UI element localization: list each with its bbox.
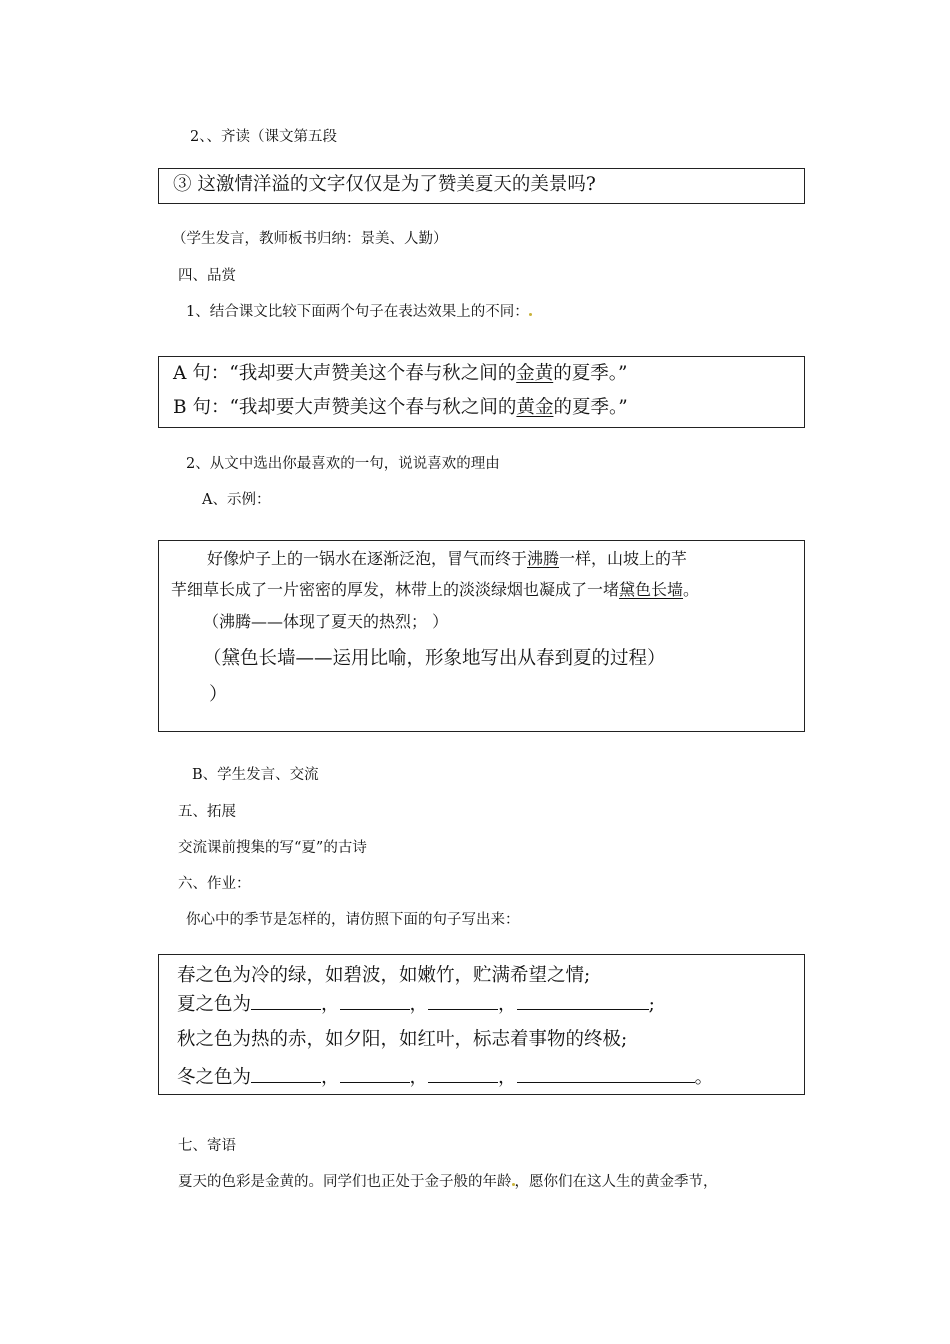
example-note3: ） [209, 684, 228, 705]
example-line2 [171, 580, 699, 600]
sentence-a [173, 364, 627, 384]
sentence-b-suffix: 的夏季。” [553, 397, 628, 418]
sentence-b [173, 398, 628, 418]
hw-comma: ， [321, 994, 340, 1015]
example-box [158, 540, 805, 732]
section2-read: 2、、齐读（课文第五段 [190, 129, 337, 145]
question3-text: ③ 这激情洋溢的文字仅仅是为了赞美夏天的美景吗? [173, 174, 596, 195]
section4-item1 [186, 302, 532, 322]
hw-spring: 春之色为冷的绿，如碧波，如嫩竹，贮满希望之情; [177, 965, 591, 986]
example-line2-a: 芊细草长成了一片密密的厚发，林带上的淡淡绿烟也凝成了一堵 [171, 580, 620, 599]
section7-text [178, 1172, 718, 1192]
hw-summer [177, 993, 655, 1015]
sentence-b-key: 黄金 [516, 397, 554, 418]
section7-text-a: 夏天的色彩是金黄的。同学们也正处于金子般的年龄 [178, 1174, 512, 1190]
hw-comma: ， [409, 1067, 429, 1088]
hw-comma: ， [498, 1067, 517, 1088]
section4-title: 四、品赏 [178, 268, 236, 284]
example-line1-b: 一样，山坡上的芊 [559, 549, 688, 568]
winter-blank-4[interactable] [517, 1066, 695, 1083]
winter-blank-2[interactable] [340, 1066, 410, 1083]
section4-b: B、学生发言、交流 [192, 767, 319, 783]
hw-period: 。 [694, 1067, 714, 1088]
hw-autumn: 秋之色为热的赤，如夕阳，如红叶，标志着事物的终极; [177, 1029, 628, 1050]
section5-title: 五、拓展 [178, 804, 236, 820]
sentence-a-key: 金黄 [516, 363, 554, 384]
sentence-a-prefix: A 句：“我却要大声赞美这个春与秋之间的 [173, 363, 517, 384]
hw-comma: ， [498, 994, 517, 1015]
students-note: （学生发言，教师板书归纳：景美、人勤） [172, 231, 448, 247]
question3-box [158, 168, 805, 204]
example-line1-a: 好像炉子上的一锅水在逐渐泛泡，冒气而终于 [207, 549, 528, 568]
winter-blank-3[interactable] [428, 1066, 498, 1083]
hw-comma: ， [409, 994, 429, 1015]
section4-item2: 2、从文中选出你最喜欢的一句，说说喜欢的理由 [186, 456, 500, 472]
example-line2-b: 。 [683, 580, 700, 599]
sentence-a-suffix: 的夏季。” [553, 363, 628, 384]
section7-title: 七、寄语 [178, 1138, 236, 1154]
winter-blank-1[interactable] [251, 1066, 321, 1083]
section7-text-b: ，愿你们在这人生的黄金季节， [514, 1174, 718, 1190]
example-note2: （黛色长墙——运用比喻，形象地写出从春到夏的过程） [203, 648, 666, 669]
homework-box [158, 954, 805, 1095]
example-note1: （沸腾——体现了夏天的热烈； ） [203, 612, 449, 631]
section6-text: 你心中的季节是怎样的，请仿照下面的句子写出来： [186, 912, 520, 928]
hw-semicolon: ; [648, 994, 655, 1015]
summer-blank-4[interactable] [517, 993, 649, 1010]
sentence-b-prefix: B 句：“我却要大声赞美这个春与秋之间的 [173, 397, 517, 418]
example-keyword-wall: 黛色长墙 [619, 580, 684, 599]
sentence-compare-box [158, 356, 805, 428]
hw-comma: ， [321, 1067, 340, 1088]
example-label: A、示例： [202, 492, 271, 508]
hw-winter-prefix: 冬之色为 [177, 1067, 252, 1088]
example-line1 [207, 549, 687, 569]
hw-winter [177, 1066, 713, 1088]
hw-summer-prefix: 夏之色为 [177, 994, 252, 1015]
example-keyword-boil: 沸腾 [527, 549, 560, 568]
section4-item1-text: 1、结合课文比较下面两个句子在表达效果上的不同： [186, 304, 529, 320]
summer-blank-3[interactable] [428, 993, 498, 1010]
summer-blank-2[interactable] [340, 993, 410, 1010]
mark-dot [529, 313, 532, 316]
summer-blank-1[interactable] [251, 993, 321, 1010]
section6-title: 六、作业： [178, 876, 251, 892]
section5-text: 交流课前搜集的写“夏”的古诗 [178, 840, 367, 856]
